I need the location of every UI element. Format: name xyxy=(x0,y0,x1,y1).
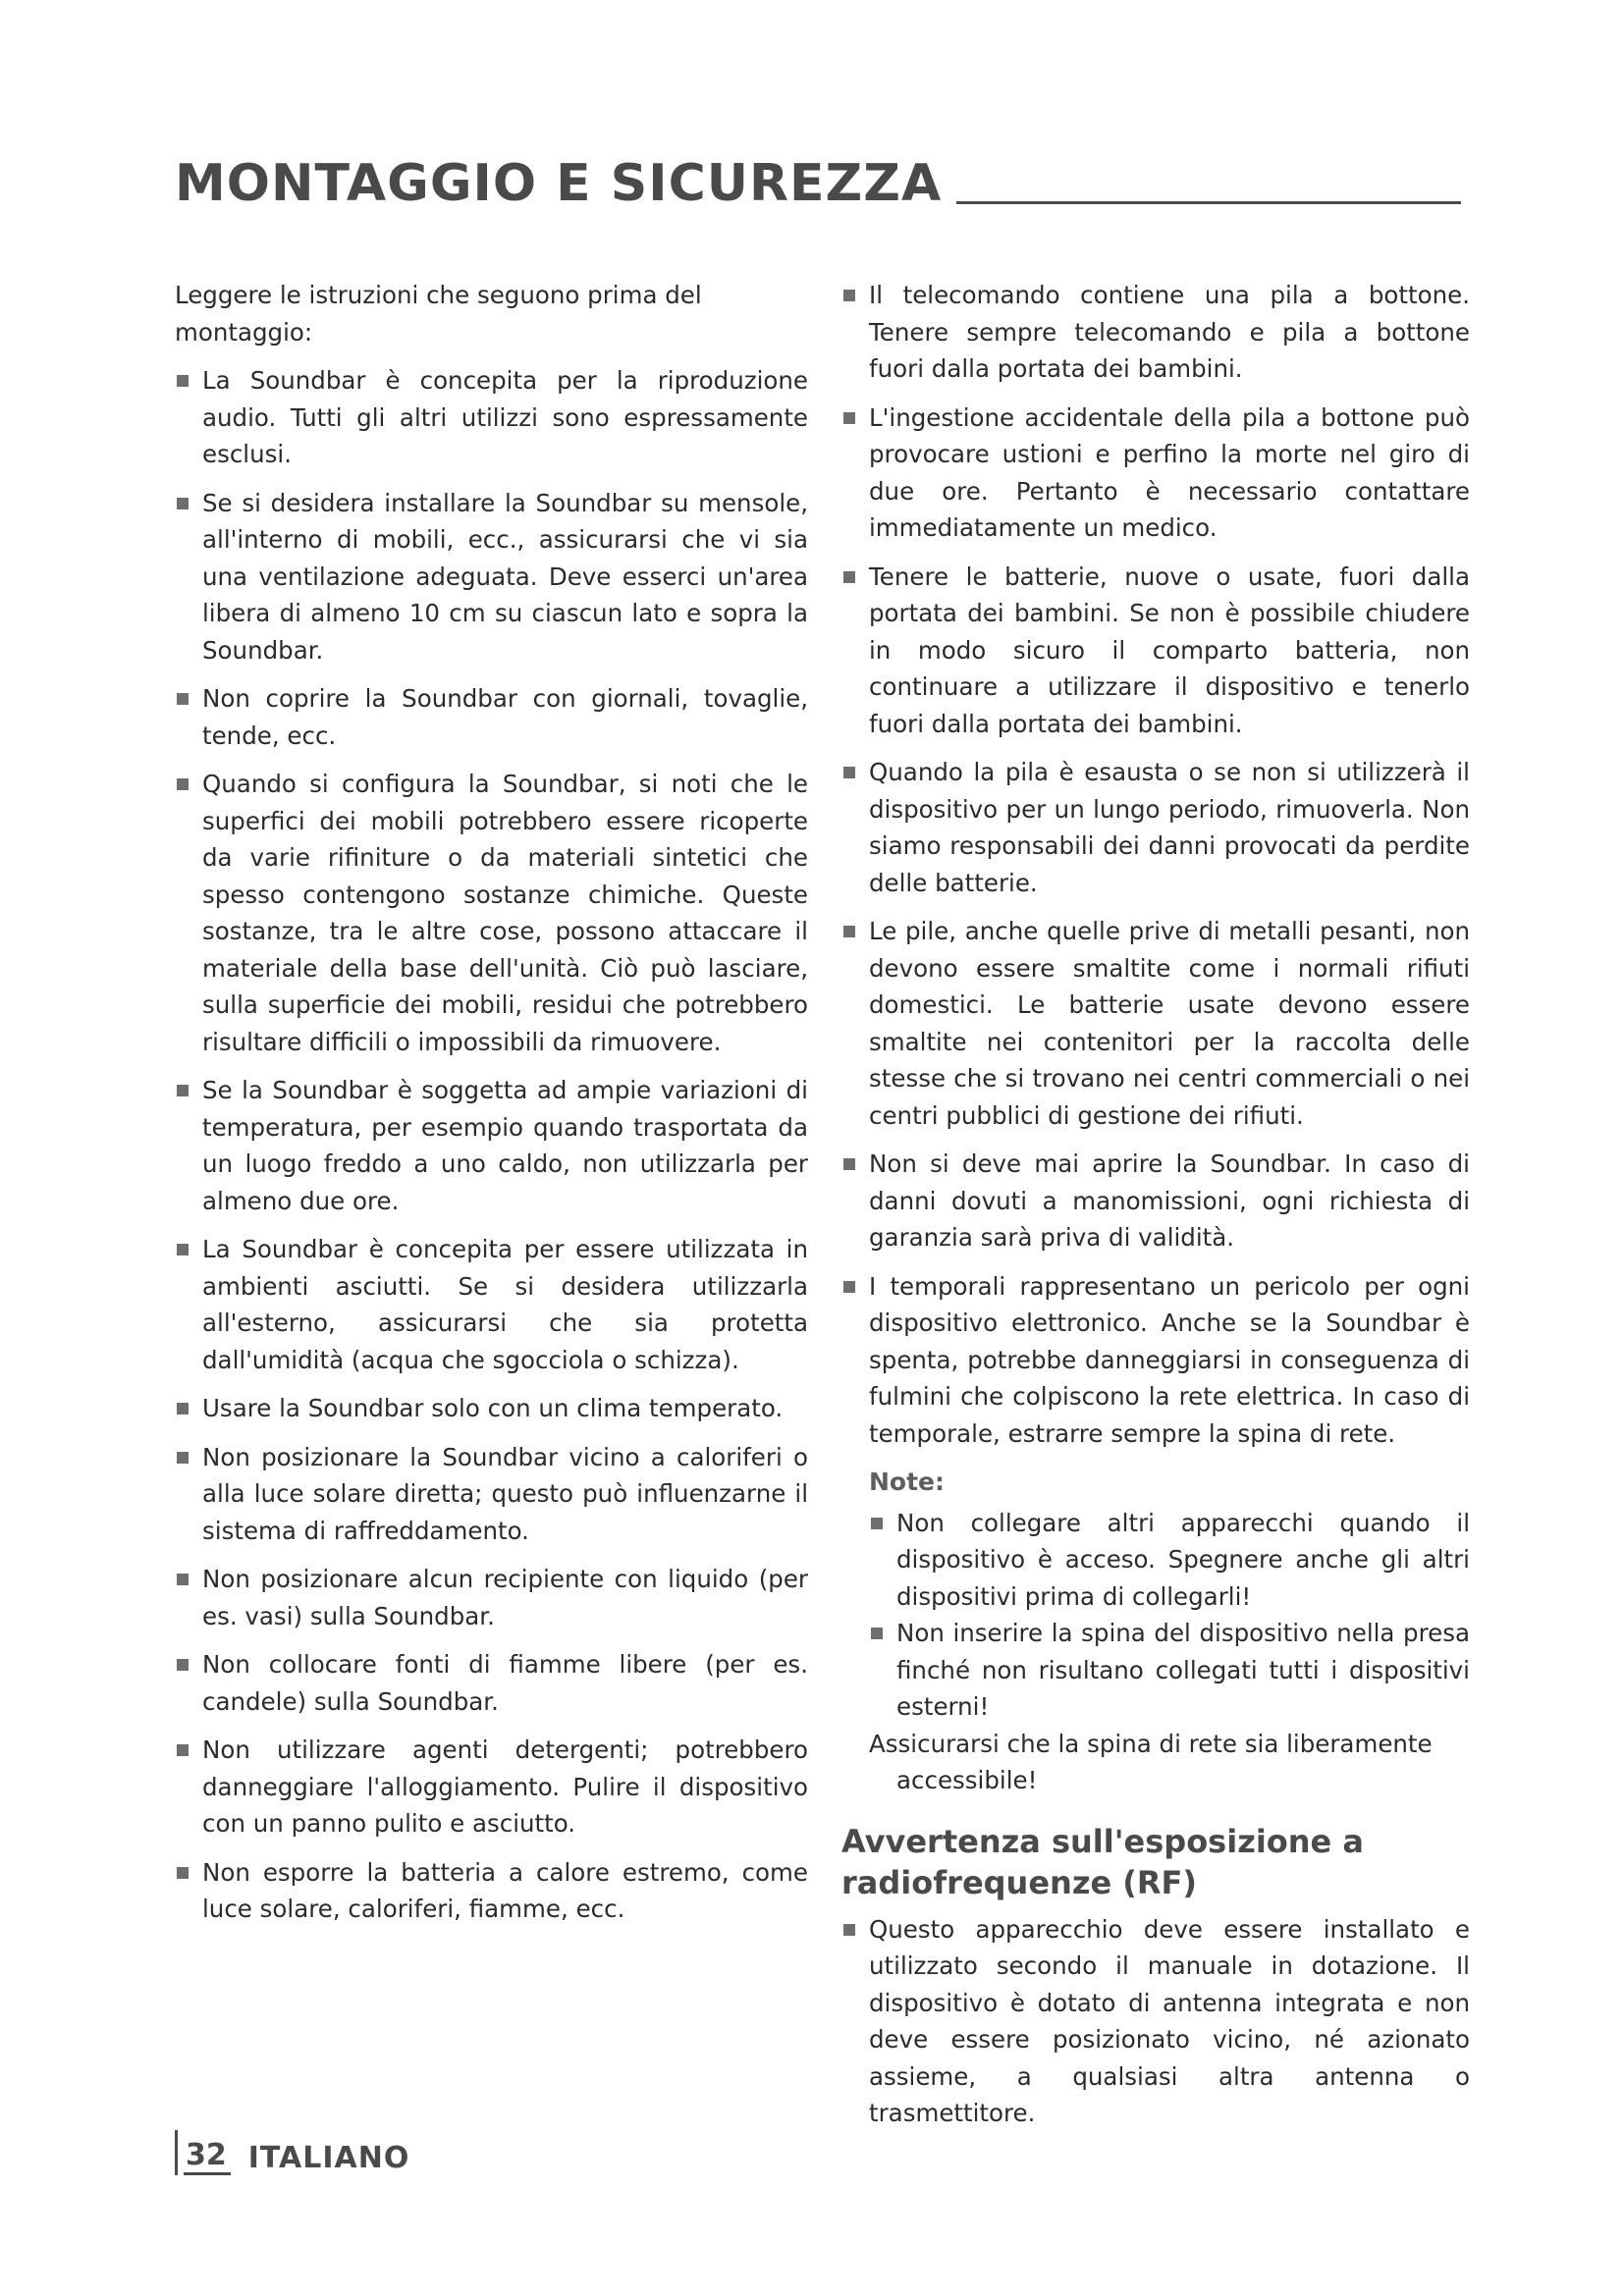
list-item-text: Non esporre la batteria a calore estremo, come luce solare, caloriferi, fiamme, ecc. xyxy=(202,1857,808,1923)
list-item xyxy=(175,1561,808,1634)
list-item xyxy=(841,913,1470,1134)
note-tail-text xyxy=(869,1726,1470,1799)
square-bullet-icon xyxy=(177,1403,189,1415)
rf-list xyxy=(841,1911,1470,2132)
right-column xyxy=(841,277,1470,2144)
note-box xyxy=(841,1464,1470,1799)
list-item xyxy=(841,1146,1470,1256)
list-item xyxy=(175,362,808,473)
footer-bar xyxy=(175,2130,178,2175)
list-item-text: La Soundbar è concepita per essere utilizzata in ambienti asciutti. Se si desidera utilizzarla all'esterno, assicurarsi che sia protetta dall'umidità (acqua che sgocciola o schizza). xyxy=(202,1235,808,1374)
list-item xyxy=(175,1439,808,1550)
list-item xyxy=(175,1390,808,1427)
list-item xyxy=(175,485,808,669)
list-item-text: Non posizionare alcun recipiente con liquido (per es. vasi) sulla Soundbar. xyxy=(202,1565,808,1630)
list-item xyxy=(175,1854,808,1928)
list-item xyxy=(175,766,808,1060)
list-item-text: Non coprire la Soundbar con giornali, tovaglie, tende, ecc. xyxy=(202,684,808,750)
footer-language: ITALIANO xyxy=(247,2141,410,2175)
square-bullet-icon xyxy=(177,1452,189,1464)
list-item-text: Non si deve mai aprire la Soundbar. In caso di danni dovuti a manomissioni, ogni richiesta di garanzia sarà priva di validità. xyxy=(869,1149,1470,1252)
square-bullet-icon xyxy=(843,1281,855,1293)
square-bullet-icon xyxy=(177,1659,189,1671)
square-bullet-icon xyxy=(843,412,855,424)
square-bullet-icon xyxy=(843,1924,855,1936)
square-bullet-icon xyxy=(843,926,855,937)
list-item-text: Questo apparecchio deve essere installato e utilizzato secondo il manuale in dotazione. Il dispositivo è dotato di antenna integrata e non deve essere posizionato vicino, né azionato assieme, a qualsiasi altra antenna o trasmettitore. xyxy=(869,1914,1470,2127)
square-bullet-icon xyxy=(843,290,855,301)
list-item-text: La Soundbar è concepita per la riproduzione audio. Tutti gli altri utilizzi sono espressamente esclusi. xyxy=(202,366,808,468)
page-header xyxy=(175,149,1461,218)
list-item-text: Quando la pila è esausta o se non si utilizzerà il dispositivo per un lungo periodo, rimuoverla. Non siamo responsabili dei danni provocati da perdite delle batterie. xyxy=(869,758,1470,897)
list-item-text: Non inserire la spina del dispositivo nella presa finché non risultano collegati tutti i dispositivi esterni! xyxy=(896,1619,1470,1721)
safety-list-right xyxy=(841,277,1470,1452)
list-item xyxy=(175,680,808,754)
square-bullet-icon xyxy=(871,1518,883,1529)
list-item xyxy=(841,400,1470,547)
list-item xyxy=(841,559,1470,743)
list-item xyxy=(175,1646,808,1720)
safety-list-left xyxy=(175,362,808,1928)
list-item xyxy=(869,1505,1470,1616)
list-item xyxy=(869,1615,1470,1726)
list-item-text: Quando si configura la Soundbar, si noti che le superfici dei mobili potrebbero essere ricoperte da varie rifiniture o da materiali sintetici che spesso contengono sostanze chimiche. Queste sostanze, tra le altre cose, possono attaccare il materiale della base dell'unità. Ciò può lasciare, sulla superficie dei mobili, residui che potrebbero risultare difficili o impossibili da rimuovere. xyxy=(202,770,808,1056)
list-item xyxy=(841,277,1470,388)
list-item-text: I temporali rappresentano un pericolo per ogni dispositivo elettronico. Anche se la Soundbar è spenta, potrebbe danneggiarsi in conseguenza di fulmini che colpiscono la rete elettrica. In caso di temporale, estrarre sempre la spina di rete. xyxy=(869,1271,1470,1448)
intro-text: Leggere le istruzioni che seguono prima del montaggio: xyxy=(175,281,702,347)
note-title: Note: xyxy=(869,1468,946,1496)
list-item-text: Non collegare altri apparecchi quando il dispositivo è acceso. Spegnere anche gli altri dispositivi prima di collegarli! xyxy=(896,1508,1470,1611)
list-item-text: Usare la Soundbar solo con un clima temperato. xyxy=(202,1394,784,1422)
list-item-text: Se si desidera installare la Soundbar su mensole, all'interno di mobili, ecc., assicurarsi che vi sia una ventilazione adeguata. Deve esserci un'area libera di almeno 10 cm su ciascun lato e sopra la Soundbar. xyxy=(202,488,808,665)
square-bullet-icon xyxy=(177,1744,189,1756)
page-title: MONTAGGIO E SICUREZZA xyxy=(175,154,943,213)
square-bullet-icon xyxy=(177,693,189,705)
square-bullet-icon xyxy=(843,767,855,778)
page-number: 32 xyxy=(184,2139,231,2175)
note-tail-line: Assicurarsi che la spina di rete sia liberamente xyxy=(869,1729,1433,1758)
list-item xyxy=(841,754,1470,901)
square-bullet-icon xyxy=(177,1085,189,1096)
list-item-text: Le pile, anche quelle prive di metalli pesanti, non devono essere smaltite come i normali rifiuti domestici. Le batterie usate devono essere smaltite nei contenitori per la raccolta delle stesse che si trovano nei centri commerciali o nei centri pubblici di gestione dei rifiuti. xyxy=(869,917,1470,1130)
list-item-text: Non utilizzare agenti detergenti; potrebbero danneggiare l'alloggiamento. Pulire il dispositivo con un panno pulito e asciutto. xyxy=(202,1735,808,1838)
list-item-text: Se la Soundbar è soggetta ad ampie variazioni di temperatura, per esempio quando trasportata da un luogo freddo a uno caldo, non utilizzarla per almeno due ore. xyxy=(202,1076,808,1215)
note-list xyxy=(869,1505,1470,1726)
list-item-text: Il telecomando contiene una pila a bottone. Tenere sempre telecomando e pila a bottone fuori dalla portata dei bambini. xyxy=(869,281,1470,383)
square-bullet-icon xyxy=(177,498,189,509)
square-bullet-icon xyxy=(871,1628,883,1639)
left-column xyxy=(175,277,808,1940)
list-item xyxy=(175,1732,808,1842)
square-bullet-icon xyxy=(843,571,855,583)
list-item xyxy=(175,1072,808,1219)
list-item-text: L'ingestione accidentale della pila a bottone può provocare ustioni e perfino la morte nel giro di due ore. Pertanto è necessario contattare immediatamente un medico. xyxy=(869,402,1470,542)
square-bullet-icon xyxy=(177,1574,189,1585)
square-bullet-icon xyxy=(177,778,189,790)
list-item-text: Tenere le batterie, nuove o usate, fuori dalla portata dei bambini. Se non è possibile chiudere in modo sicuro il comparto batteria, non continuare a utilizzare il dispositivo e tenerlo fuori dalla portata dei bambini. xyxy=(869,561,1470,738)
list-item-text: Non posizionare la Soundbar vicino a caloriferi o alla luce solare diretta; questo può influenzarne il sistema di raffreddamento. xyxy=(202,1442,808,1545)
list-item-text: Non collocare fonti di fiamme libere (per es. candele) sulla Soundbar. xyxy=(202,1650,808,1716)
note-tail-line: accessibile! xyxy=(896,1766,1038,1794)
title-underline xyxy=(956,201,1461,204)
list-item xyxy=(175,1231,808,1378)
square-bullet-icon xyxy=(177,375,189,387)
list-item xyxy=(841,1911,1470,2132)
page-footer xyxy=(175,2130,409,2175)
square-bullet-icon xyxy=(177,1867,189,1879)
rf-section-title: Avvertenza sull'esposizione a radiofrequenze (RF) xyxy=(841,1822,1364,1901)
square-bullet-icon xyxy=(843,1158,855,1170)
square-bullet-icon xyxy=(177,1244,189,1255)
list-item xyxy=(841,1268,1470,1453)
